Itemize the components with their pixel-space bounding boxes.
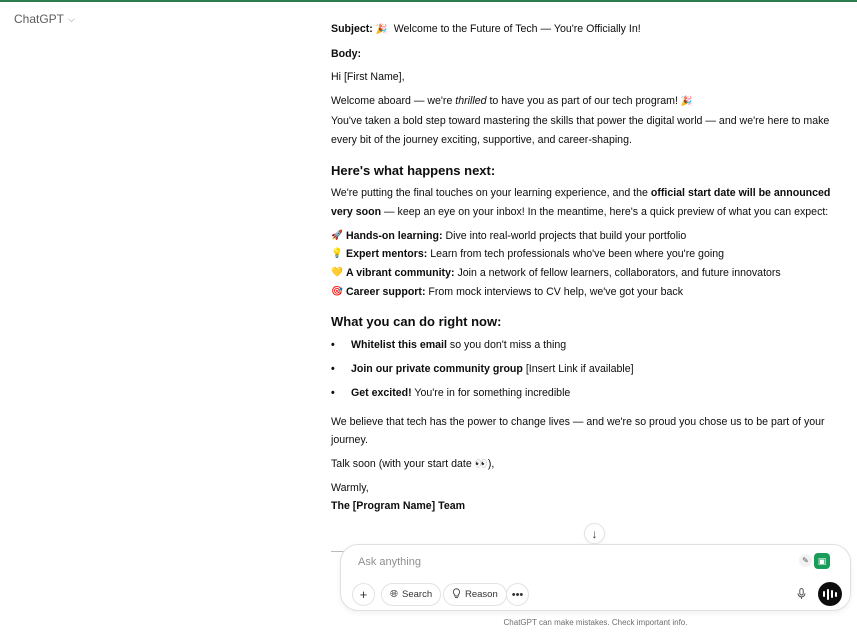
search-label: Search (402, 589, 433, 600)
list-item (331, 283, 841, 302)
next-bold: official start date will be announced very soon (331, 187, 831, 218)
composer (340, 544, 851, 611)
model-selector[interactable] (14, 12, 75, 26)
team-name: The [Program Name] Team (331, 500, 466, 513)
feature-title: Expert mentors: (346, 248, 428, 261)
heading-now: What you can do right now: (331, 314, 502, 330)
list-item (331, 245, 841, 264)
list-item (331, 264, 841, 283)
feature-text: Learn from tech professionals who've been where you're going (427, 248, 724, 261)
scroll-down-button[interactable] (584, 523, 605, 544)
welcome-italic: thrilled (455, 95, 487, 108)
ellipsis-icon: ••• (511, 588, 524, 601)
welcome-post: to have you as part of our tech program! (486, 95, 681, 108)
talk-soon: Talk soon (with your start date 👀), (331, 457, 495, 470)
globe-icon: 🌐︎ (390, 589, 398, 600)
chevron-down-icon: ⌵ (68, 13, 75, 24)
plus-icon: + (359, 587, 368, 602)
action-bold: Join our private community group (351, 363, 523, 376)
window-top-border (0, 0, 857, 2)
app-title: ChatGPT (14, 12, 65, 26)
list-item (331, 384, 841, 403)
voice-mode-button[interactable] (818, 582, 842, 606)
microphone-button[interactable] (791, 584, 811, 604)
action-bold: Get excited! (351, 386, 412, 399)
subject-text: Welcome to the Future of Tech — You're Officially In! (393, 23, 641, 35)
feature-title: Hands-on learning: (346, 229, 443, 242)
bullet-icon: • (331, 339, 335, 352)
heading-next: Here's what happens next: (331, 163, 496, 179)
add-button[interactable] (352, 583, 375, 606)
rocket-icon: 🚀 (331, 229, 343, 241)
pencil-icon[interactable]: ✎ (799, 554, 812, 567)
intro-paragraph: You've taken a bold step toward mastering the skills that power the digital world — and we're here to make every bit of the journey exciting, supportive, and career-shaping. (331, 114, 830, 146)
lightbulb-icon: 💡 (331, 248, 343, 260)
more-options-button[interactable] (506, 583, 529, 606)
feature-title: A vibrant community: (346, 267, 455, 280)
party-popper-icon: 🎉 (680, 96, 693, 108)
feature-text: Dive into real-world projects that build your portfolio (442, 229, 687, 242)
action-text: [Insert Link if available] (522, 363, 634, 376)
next-post: — keep an eye on your inbox! In the meantime, here's a quick preview of what you can expect: (381, 205, 829, 218)
search-button[interactable] (381, 583, 441, 606)
welcome-pre: Welcome aboard — we're (331, 95, 456, 108)
prompt-input[interactable] (358, 554, 778, 570)
closing-paragraph: We believe that tech has the power to change lives — and we're so proud you chose us to be part of your journey. (331, 415, 825, 447)
feature-text: From mock interviews to CV help, we've got your back (425, 285, 684, 298)
action-text: You're in for something incredible (411, 386, 571, 399)
signoff: Warmly, (331, 481, 369, 494)
disclaimer: ChatGPT can make mistakes. Check important info. (503, 618, 688, 627)
feature-title: Career support: (346, 285, 426, 298)
next-paragraph (331, 184, 841, 221)
body-label: Body: (331, 47, 362, 60)
action-text: so you don't miss a thing (446, 339, 567, 352)
extension-icon[interactable]: ▣ (814, 553, 830, 569)
heart-icon: 💛 (331, 267, 343, 279)
subject-label: Subject: (331, 23, 373, 35)
voice-waveform-icon (822, 589, 838, 600)
greeting: Hi [First Name], (331, 71, 405, 84)
subject-line (331, 20, 841, 40)
reason-button[interactable] (443, 583, 507, 606)
bullet-icon: • (331, 386, 335, 399)
list-item (331, 227, 841, 246)
party-popper-icon: 🎉 (375, 24, 388, 35)
list-item (331, 360, 841, 379)
welcome-line (331, 92, 841, 112)
arrow-down-icon: ↓ (591, 526, 598, 541)
microphone-icon (797, 588, 806, 600)
team-signature (331, 497, 841, 516)
action-list (331, 336, 841, 402)
reason-label: Reason (465, 589, 498, 600)
bullet-icon: • (331, 363, 335, 376)
target-icon: 🎯 (331, 285, 343, 297)
assistant-message (331, 20, 841, 516)
feature-list (331, 227, 841, 302)
lightbulb-icon (452, 588, 461, 602)
list-item (331, 336, 841, 355)
action-bold: Whitelist this email (351, 339, 447, 352)
next-pre: We're putting the final touches on your learning experience, and the (331, 187, 651, 200)
feature-text: Join a network of fellow learners, collaborators, and future innovators (454, 267, 781, 280)
